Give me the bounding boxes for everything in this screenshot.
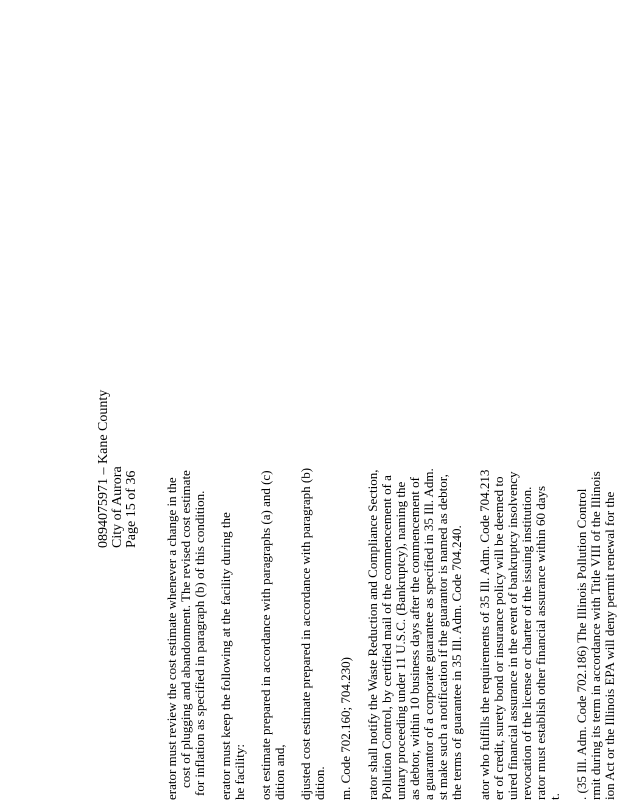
text-line: rator must establish other financial assurance within 60 days [533, 485, 548, 800]
text-line: a guarantor of a corporate guarantee as specified in 35 Ill. Adm. [421, 468, 436, 800]
text-line: dition and, [272, 744, 287, 800]
text-line: er of credit, surety bond or insurance policy will be deemed to [491, 476, 506, 800]
text-line: st make such a notification if the guarantor is named as debtor, [435, 474, 450, 800]
text-line: as debtor, within 10 business days after the commencement of [407, 477, 422, 800]
text-line: uired financial assurance in the event of bankruptcy insolvency [505, 471, 520, 800]
text-line: rator shall notify the Waste Reduction and Compliance Section, [365, 469, 380, 800]
text-line: dition. [312, 766, 327, 800]
text-line: erator must review the cost estimate whenever a change in the [164, 477, 179, 800]
text-line: . (35 Ill. Adm. Code 702.186) The Illinois Pollution Control [574, 488, 589, 800]
text-line: erator must keep the following at the facility during the [218, 512, 233, 800]
text-line: ator who fulfills the requirements of 35 Ill. Adm. Code 704.213 [477, 469, 492, 800]
permit-number-header: 0894075971 – Kane County [96, 389, 111, 548]
page-number: Page 15 of 36 [124, 470, 139, 548]
text-line: djusted cost estimate prepared in accordance with paragraph (b) [298, 467, 313, 800]
city-header: City of Aurora [110, 466, 125, 548]
text-line: rmit during its term in accordance with Title VIII of the Illinois [588, 471, 603, 800]
text-line: the terms of guarantee in 35 Ill. Adm. Code 704.240. [449, 525, 464, 800]
text-line: for inflation as specified in paragraph (b) of this condition. [192, 490, 207, 796]
text-line: revocation of the license or charter of the issuing institution. [519, 486, 534, 800]
text-line: ost estimate prepared in accordance with paragraphs (a) and (c) [258, 470, 273, 800]
text-line: t. [547, 793, 562, 800]
text-line: he facility: [232, 744, 247, 800]
text-line: Pollution Control, by certified mail of the commencement of a [379, 475, 394, 800]
citation-line: m. Code 702.160; 704.230) [338, 657, 353, 800]
text-line: ion Act or the Illinois EPA will deny permit renewal for the [602, 491, 617, 800]
text-line: untary proceeding under 11 U.S.C. (Bankruptcy), naming the [393, 481, 408, 800]
text-line: cost of plugging and abandonment. The revised cost estimate [178, 470, 193, 788]
